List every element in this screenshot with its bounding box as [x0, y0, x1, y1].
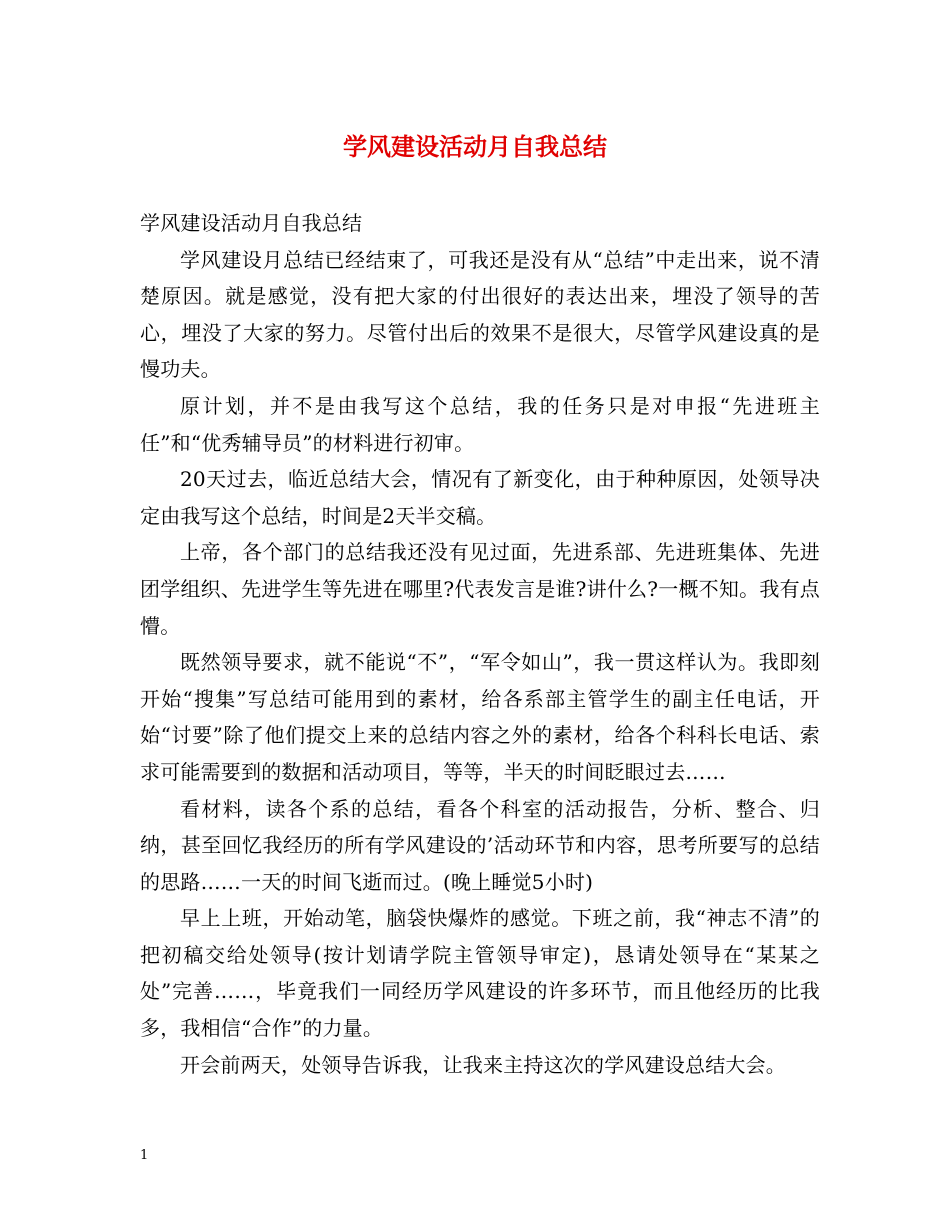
paragraph: 开会前两天，处领导告诉我，让我来主持这次的学风建设总结大会。	[180, 1052, 786, 1077]
paragraph: 上帝，各个部门的总结我还没有见过面，先进系部、先进班集体、先进团学组织、先进学生等先进在哪里?代表发言是谁?讲什么?一概不知。我有点懵。	[140, 540, 820, 638]
paragraph: 学风建设月总结已经结束了，可我还是没有从“总结”中走出来，说不清楚原因。就是感觉，没有把大家的付出很好的表达出来，埋没了领导的苦心，埋没了大家的努力。尽管付出后的效果不是很大，尽管学风建设真的是慢功夫。	[140, 247, 820, 382]
paragraph: 看材料，读各个系的总结，看各个科室的活动报告，分析、整合、归纳，甚至回忆我经历的所有学风建设的’活动环节和内容，思考所要写的总结的思路……一天的时间飞逝而过。(晚上睡觉5小时)	[140, 796, 820, 894]
document-title: 学风建设活动月自我总结	[343, 133, 607, 161]
document-body	[140, 205, 820, 1083]
paragraph: 20天过去，临近总结大会，情况有了新变化，由于种种原因，处领导决定由我写这个总结，时间是2天半交稿。	[140, 467, 820, 528]
document-subtitle: 学风建设活动月自我总结	[140, 211, 363, 235]
page-number: 1	[140, 1148, 149, 1163]
paragraph: 早上上班，开始动笔，脑袋快爆炸的感觉。下班之前，我“神志不清”的把初稿交给处领导(按计划请学院主管领导审定)，恳请处领导在“某某之处”完善……，毕竟我们一同经历学风建设的许多环节，而且他经历的比我多，我相信“合作”的力量。	[140, 906, 820, 1041]
paragraph: 原计划，并不是由我写这个总结，我的任务只是对申报“先进班主任”和“优秀辅导员”的材料进行初审。	[140, 393, 820, 455]
paragraph: 既然领导要求，就不能说“不”，“军令如山”，我一贯这样认为。我即刻开始“搜集”写总结可能用到的素材，给各系部主管学生的副主任电话，开始“讨要”除了他们提交上来的总结内容之外的素材，给各个科科长电话、索求可能需要到的数据和活动项目，等等，半天的时间眨眼过去……	[140, 650, 820, 784]
